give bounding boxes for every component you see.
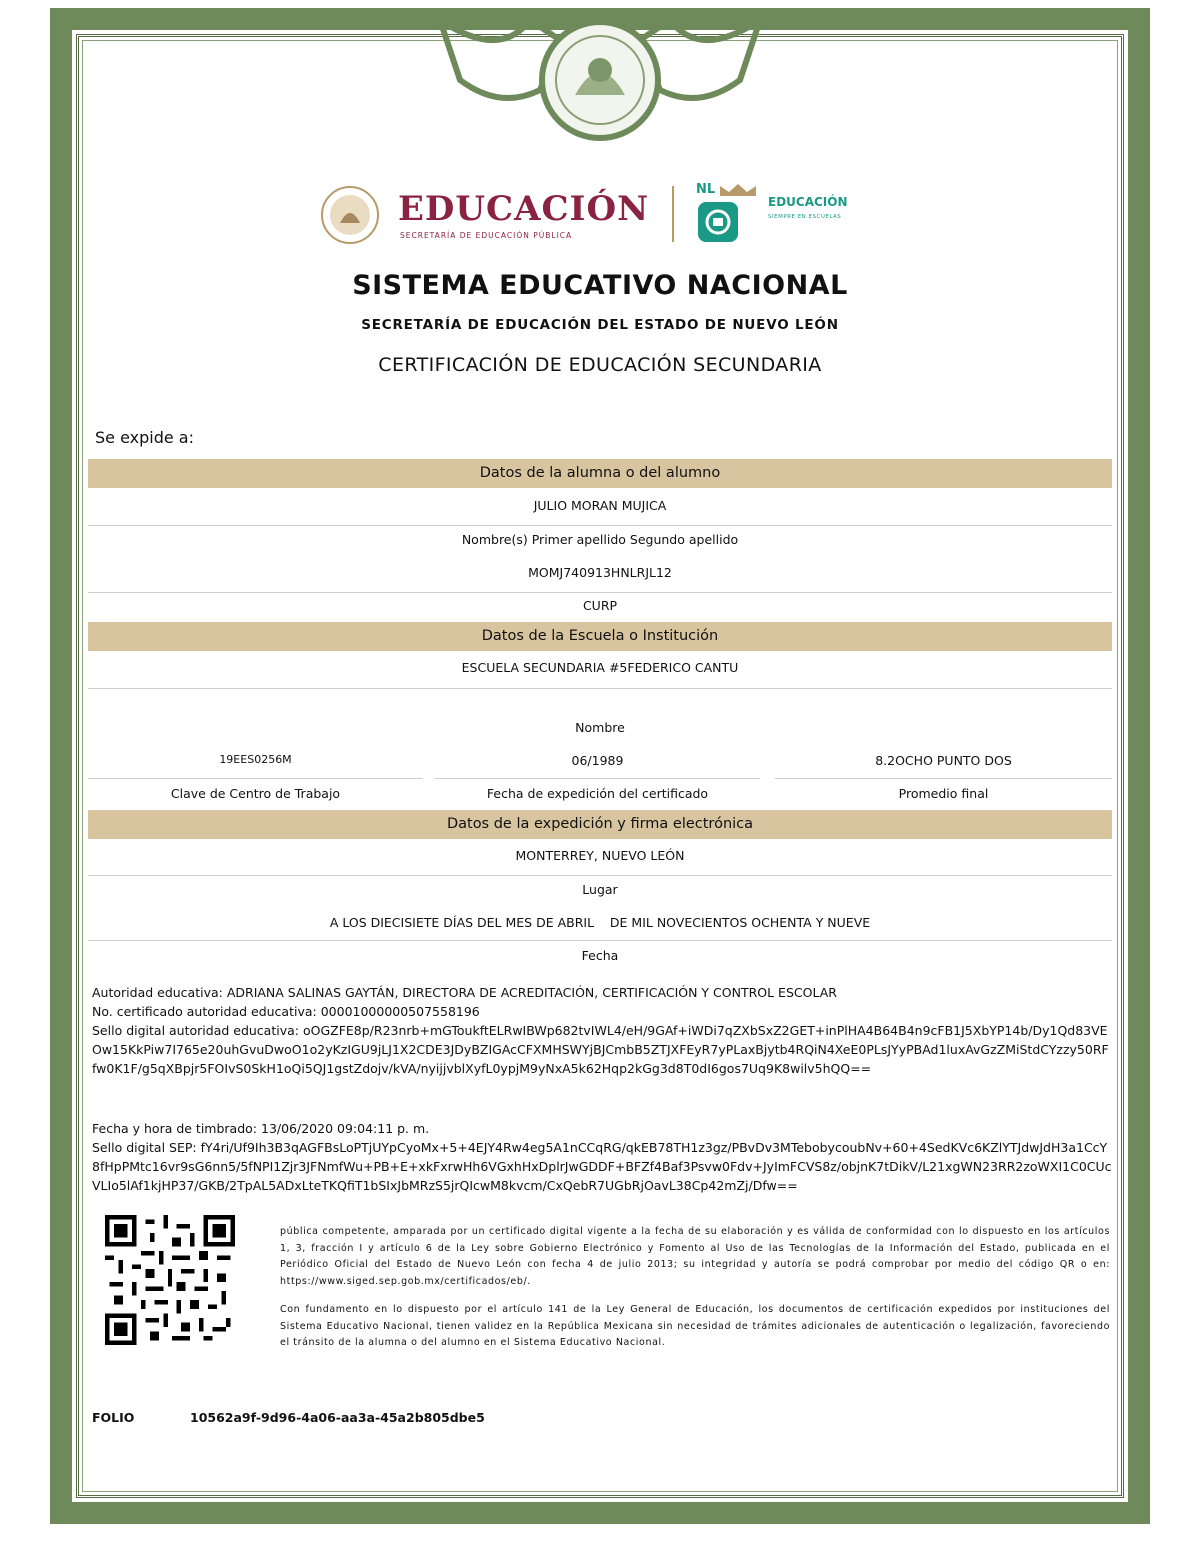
divider <box>435 778 760 779</box>
divider <box>88 592 1112 593</box>
curp-value: MOMJ740913HNLRJL12 <box>528 565 672 580</box>
crown-icon <box>720 184 756 196</box>
nl-shield-icon <box>696 200 740 244</box>
student-name-value: JULIO MORAN MUJICA <box>533 498 667 513</box>
expedition-section-header: Datos de la expedición y firma electrónica <box>88 810 1112 839</box>
no-certificado-text: No. certificado autoridad educativa: 00001000000507558196 <box>92 1004 480 1019</box>
national-crest-icon <box>440 0 760 150</box>
autoridad-text: Autoridad educativa: ADRIANA SALINAS GAYTÁN, DIRECTORA DE ACREDITACIÓN, CERTIFICACIÓN Y CONTROL ESCOLAR <box>92 985 837 1000</box>
nl-logo-subtext: SIEMPRE EN ESCUELAS <box>768 214 842 220</box>
student-name-label: Nombre(s) Primer apellido Segundo apellido <box>461 532 739 547</box>
fecha-value: A LOS DIECISIETE DÍAS DEL MES DE ABRIL DE MIL NOVECIENTOS OCHENTA Y NUEVE <box>329 915 871 930</box>
fecha-expedicion-value: 06/1989 <box>571 753 624 768</box>
sello-autoridad <box>92 1021 1112 1078</box>
sello-autoridad-value: oOGZFE8p/R23nrb+mGToukftELRwIBWp682tvIWL4/eH/9GAf+iWDi7qZXbSxZ2GET+inPlHA4B64B4n9cFB1J5XbYP14b/Dy1Qd83VEOw15KkPiw7I765e20uhGvuDwoO1o2yKzIGU9jLJ1X2CDE3JDyBZIGAcCFXMHSWYjBJCmbB5ZTJXFEyR7yPLaxBjytb4RQiN4XeE0PLsJYyPBAd1luxAvGzZMiStdCYzzy50RFfw0K1F/g5qXBpjr5FOIvS0SkH1oQi5QJ1gstZdojv/kVA/nyijjvblXyfL0ypjM9yNxA5k62Hqp2kGg3d8T0dI6gos7Uq9K8wilv5hQQ== <box>92 1023 1109 1076</box>
school-name-value: ESCUELA SECUNDARIA #5FEDERICO CANTU <box>461 660 739 675</box>
divider <box>88 875 1112 876</box>
secretaria-title: SECRETARÍA DE EDUCACIÓN DEL ESTADO DE NUEVO LEÓN <box>361 317 839 333</box>
timbrado-block <box>92 1119 1112 1195</box>
divider <box>88 525 1112 526</box>
authority-block <box>92 983 1112 1078</box>
divider <box>88 688 1112 689</box>
sello-sep-value: fY4ri/Uf9Ih3B3qAGFBsLoPTjUYpCyoMx+5+4EJY4Rw4eg5A1nCCqRG/qkEB78TH1z3gz/PBvDv3MTebobycoubNv+60+4SedKVc6KZlYTJdwJdH3a1CcY8fHpPMtc16vr9sG6nn5/5fNPI1Zjr3JFNmfWu+PB+E+xkFxrwHh6VGxhHxDplrJwGDDF+BFZf4Baf3Psvw0Fdv+JyImFCVS8z/objnK7tDikV/L21xgWN23RR2zoWXI1C0CUcVLIo5lAf1kjHP37/GKB/2TpAL5ADxLteTKQfiT1bSIxJbMRzS5jrQIcwM8kvcm/CxQebR7UGbRjOavL38Cp42mZj/Dfw== <box>92 1140 1112 1193</box>
sello-sep <box>92 1138 1112 1195</box>
school-section-header: Datos de la Escuela o Institución <box>88 622 1112 651</box>
folio-value: 10562a9f-9d96-4a06-aa3a-45a2b805dbe5 <box>190 1410 485 1425</box>
divider <box>775 778 1112 779</box>
legal-paragraph-1: pública competente, amparada por un certificado digital vigente a la fecha de su elaboración y es válida de conformidad con lo dispuesto en los artículos 1, 3, fracción I y artículo 6 de la Ley sobre Gobierno Electrónico y Fomento al Uso de las Tecnologías de la Información del Estado, publicada en el Periódico Oficial del Estado de Nuevo León con fecha 4 de julio 2013; su integridad y autoría se podrá comprobar por medio del código QR o en: https://www.siged.sep.gob.mx/certificados/eb/. <box>280 1226 1110 1287</box>
divider <box>88 778 423 779</box>
sep-logo-text: EDUCACIÓN <box>398 189 650 229</box>
sello-autoridad-label: Sello digital autoridad educativa: <box>92 1023 299 1038</box>
student-section-header: Datos de la alumna o del alumno <box>88 459 1112 488</box>
nl-logo-abbr: NL <box>696 182 716 197</box>
fecha-expedicion-label: Fecha de expedición del certificado <box>486 786 709 801</box>
nl-education-logo <box>670 182 890 247</box>
sep-logo <box>320 185 650 245</box>
qr-code-icon[interactable] <box>105 1215 235 1345</box>
main-title: SISTEMA EDUCATIVO NACIONAL <box>352 270 848 301</box>
curp-label: CURP <box>582 598 618 613</box>
divider <box>88 940 1112 941</box>
clave-label: Clave de Centro de Trabajo <box>170 786 341 801</box>
fecha-hora-timbrado: Fecha y hora de timbrado: 13/06/2020 09:04:11 p. m. <box>92 1121 430 1136</box>
sep-logo-subtext: SECRETARÍA DE EDUCACIÓN PÚBLICA <box>400 231 573 240</box>
se-expide-label: Se expide a: <box>95 428 194 447</box>
promedio-label: Promedio final <box>898 786 989 801</box>
lugar-value: MONTERREY, NUEVO LEÓN <box>515 848 685 863</box>
certification-title: CERTIFICACIÓN DE EDUCACIÓN SECUNDARIA <box>378 354 822 376</box>
promedio-value: 8.2OCHO PUNTO DOS <box>875 753 1012 768</box>
folio-label: FOLIO <box>92 1410 135 1425</box>
nl-logo-text: EDUCACIÓN <box>768 195 848 209</box>
clave-value: 19EES0256M <box>219 753 292 766</box>
eagle-seal-icon <box>320 185 380 245</box>
legal-paragraph-2: Con fundamento en lo dispuesto por el artículo 141 de la Ley General de Educación, los documentos de certificación expedidos por instituciones del Sistema Educativo Nacional, tienen validez en la República Mexicana sin necesidad de trámites adicionales de autenticación o legalización, favoreciendo el tránsito de la alumna o del alumno en el Sistema Educativo Nacional. <box>280 1304 1110 1348</box>
lugar-label: Lugar <box>582 882 618 897</box>
sello-sep-label: Sello digital SEP: <box>92 1140 197 1155</box>
school-name-label: Nombre <box>575 720 625 735</box>
fecha-label: Fecha <box>581 948 619 963</box>
